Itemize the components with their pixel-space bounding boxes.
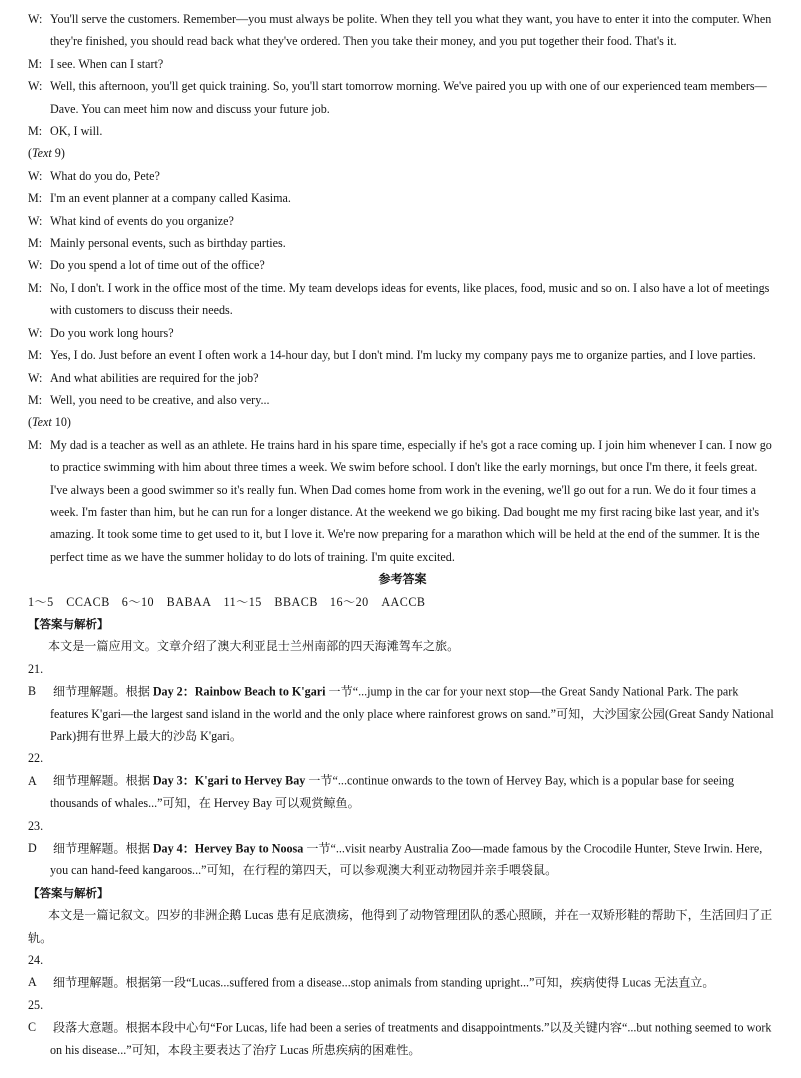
line-text: Do you work long hours? <box>50 325 174 340</box>
dialogue-line <box>28 53 777 75</box>
answer-group <box>330 595 426 609</box>
q25-explanation: 25. C 段落大意题。根据本段中心句“For Lucas, life had been a series of treatments and disappointments.”以及关键内容“...but nothing seemed to work on his disease...”可知，本段主要表达了治疗 Lucas 所患疾病的困难性。 <box>28 997 772 1057</box>
q22-explanation: 22. A 细节理解题。根据 Day 3：K'gari to Hervey Bay 一节“...continue onwards to the town of Hervey Bay, which is a popular base for seeing thousands of whales...”可知，在 Hervey Bay 可以观赏鲸鱼。 <box>28 751 735 811</box>
speaker-label: W: <box>28 370 43 385</box>
dialogue-line <box>28 344 777 366</box>
line-text: Yes, I do. Just before an event I often work a 14-hour day, but I don't mind. I'm lucky my company pays me to organize parties, and I love parties. <box>50 348 756 363</box>
dialogue-text9 <box>28 165 777 411</box>
line-text: What kind of events do you organize? <box>50 213 234 228</box>
dialogue-text8-tail <box>28 8 777 142</box>
q24-explanation: 24. A 细节理解题。根据第一段“Lucas...suffered from a disease...stop animals from standing upright...”可知，疾病使得 Lucas 无法直立。 <box>28 953 715 990</box>
speaker-label: W: <box>28 168 43 183</box>
section-heading: 【答案与解析】 <box>28 885 109 900</box>
answer-range: 1～5 <box>28 594 54 609</box>
dialogue-line <box>28 367 777 389</box>
speaker-label: M: <box>28 56 43 71</box>
speaker-label: W: <box>28 325 43 340</box>
line-text: Do you spend a lot of time out of the office? <box>50 258 265 273</box>
dialogue-line <box>28 210 777 232</box>
speaker-label: M: <box>28 124 43 139</box>
answer-keys-value: AACCB <box>381 594 426 609</box>
answer-keys <box>28 591 777 613</box>
answer-group <box>223 595 317 609</box>
line-text: What do you do, Pete? <box>50 168 160 183</box>
speaker-label: W: <box>28 258 43 273</box>
speaker-label: W: <box>28 12 43 26</box>
answers-title: 参考答案 <box>378 572 427 587</box>
speaker-label: W: <box>28 79 43 94</box>
dialogue-line <box>28 75 777 120</box>
answer-keys-value: BABAA <box>166 594 212 609</box>
dialogue-line <box>28 187 777 209</box>
text9-label: (Text 9) <box>28 146 65 161</box>
line-text: No, I don't. I work in the office most of the time. My team develops ideas for events, like places, food, music and so on. I also have a lot of meetings with customers to discuss their needs. <box>50 280 770 318</box>
line-text: And what abilities are required for the job? <box>50 370 259 385</box>
speaker-label: M: <box>28 348 43 363</box>
dialogue-line <box>28 322 777 344</box>
line-text: You'll serve the customers. Remember—you must always be polite. When they tell you what they want, you have to enter it into the computer. When they're finished, you should read back what they've ordered. Then you take their money, and you put together their food. That's it. <box>50 12 772 49</box>
line-text: I'm an event planner at a company called Kasima. <box>50 191 291 206</box>
line-text: I see. When can I start? <box>50 56 164 71</box>
answer-range: 11～15 <box>223 594 262 609</box>
monologue-text10: M: My dad is a teacher as well as an athlete. He trains hard in his spare time, especially if he's got a race coming up. I join him whenever I can. I now go to practice swimming with him about three times a week. We swim before school. I don't like the early mornings, but once I'm there, it feels great. I've always been a good swimmer so it's really fun. When Dad comes home from work in the evening, we'll go out for a run. We do it four times a week. I'm faster than him, but he can run for a longer distance. At the weekend we go biking. Dad bought me my first racing bike last year, and it's amazing. It took some time to get used to it, but I love it. We're now preparing for a marathon which will be held at the end of the summer. It is the perfect time as we have the summer holiday to do lots of training. I'm quite excited. <box>28 437 772 564</box>
answer-range: 16～20 <box>329 594 369 609</box>
line-text: OK, I will. <box>50 124 103 139</box>
dialogue-line <box>28 165 777 187</box>
answer-keys-value: BBACB <box>274 594 318 609</box>
section-heading: 【答案与解析】 <box>28 616 109 631</box>
dialogue-line <box>28 8 777 53</box>
line-text: Well, this afternoon, you'll get quick training. So, you'll start tomorrow morning. We've paired you up with one of our experienced team members—Dave. You can meet him now and discuss your future job. <box>50 79 767 116</box>
speaker-label: M: <box>28 280 43 295</box>
line-text: Well, you need to be creative, and also very... <box>50 392 270 407</box>
section-intro: 本文是一篇记叙文。四岁的非洲企鹅 Lucas 患有足底溃疡，他得到了动物管理团队的悉心照顾，并在一双矫形鞋的帮助下，生活回归了正轨。 <box>28 908 773 945</box>
answer-group <box>28 595 110 609</box>
dialogue-line <box>28 232 777 254</box>
dialogue-line <box>28 254 777 276</box>
speaker-label: M: <box>28 392 43 407</box>
text10-label: (Text 10) <box>28 415 71 430</box>
dialogue-line <box>28 389 777 411</box>
q23-explanation: 23. D 细节理解题。根据 Day 4：Hervey Bay to Noosa 一节“...visit nearby Australia Zoo—made famous by the Crocodile Hunter, Steve Irwin. Here, you can hand-feed kangaroos...”可知，在行程的第四天，可以参观澳大利亚动物园并亲手喂袋鼠。 <box>28 818 763 878</box>
line-text: Mainly personal events, such as birthday parties. <box>50 236 286 251</box>
answer-range: 6～10 <box>121 594 155 609</box>
dialogue-line <box>28 120 777 142</box>
answer-keys-value: CCACB <box>66 594 110 609</box>
answer-group <box>122 595 212 609</box>
q21-explanation: 21. B 细节理解题。根据 Day 2：Rainbow Beach to K'gari 一节“...jump in the car for your next stop—the Great Sandy National Park. The park features K'gari—the largest sand island in the world and the only place where rainforest grows on sand.”可知，大沙国家公园(Great Sandy National Park)拥有世界上最大的沙岛 K'gari。 <box>28 661 774 743</box>
speaker-label: W: <box>28 213 43 228</box>
speaker-label: M: <box>28 236 43 251</box>
speaker-label: M: <box>28 191 43 206</box>
section-intro: 本文是一篇应用文。文章介绍了澳大利亚昆士兰州南部的四天海滩驾车之旅。 <box>48 639 460 654</box>
dialogue-line <box>28 277 777 322</box>
